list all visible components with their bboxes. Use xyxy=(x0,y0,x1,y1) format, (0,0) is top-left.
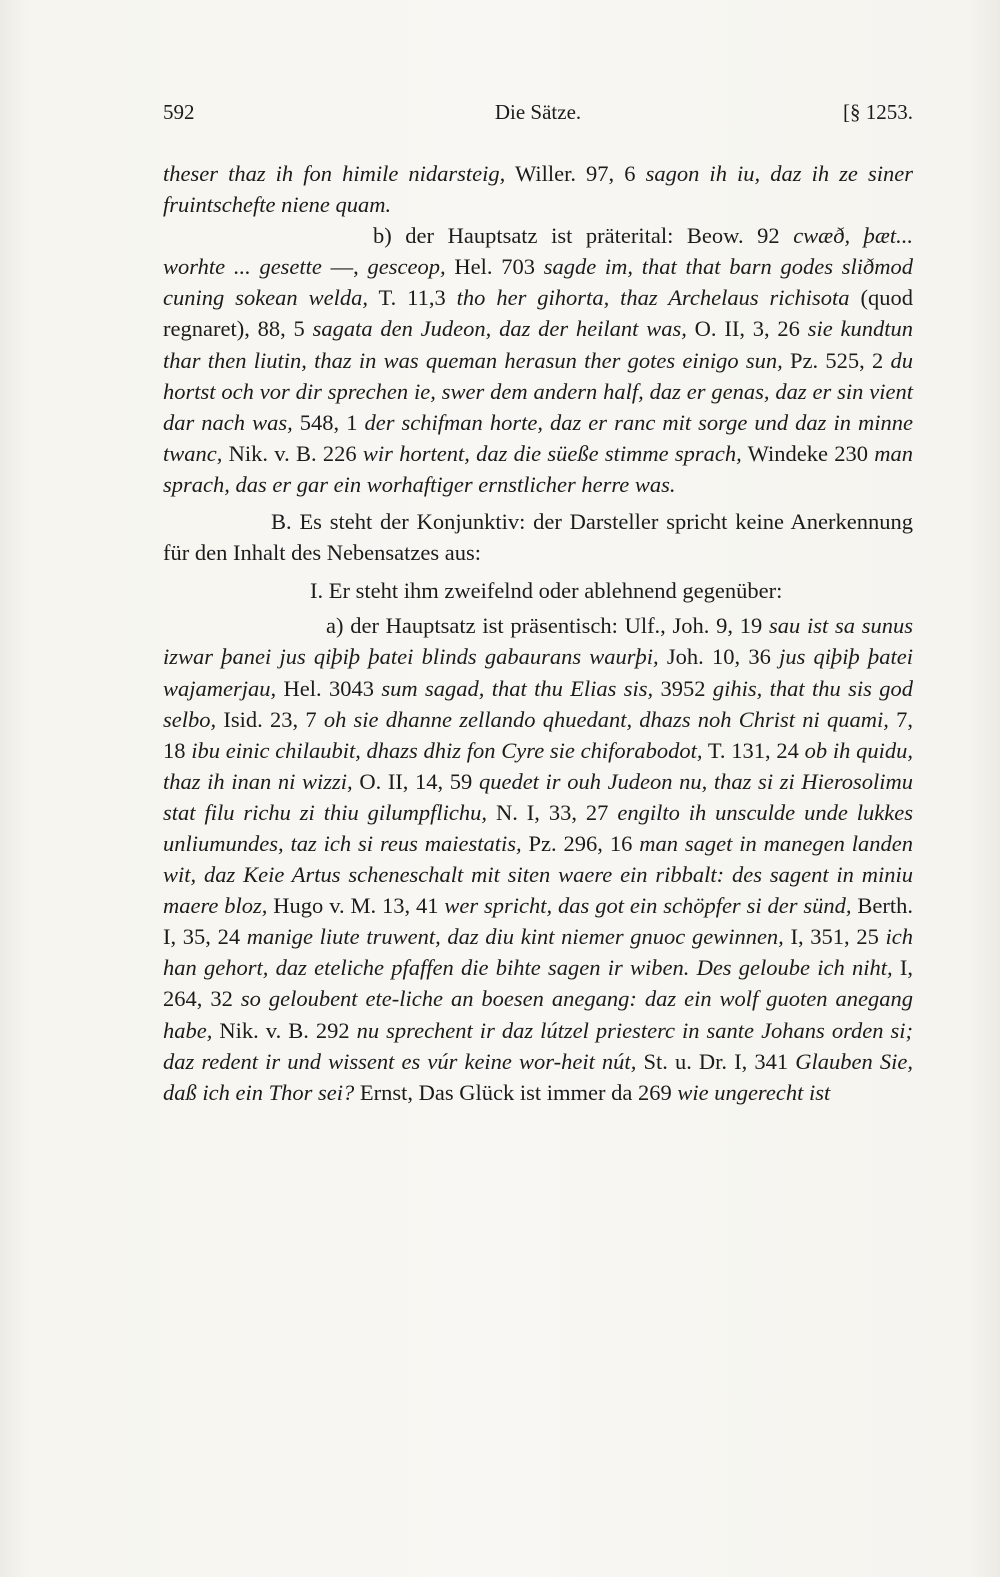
italic-text-run: sie kundtun thar then liutin, thaz in was queman herasun ther gotes einigo sun, xyxy=(163,316,913,373)
roman-text-run: (quod regnaret), 88, 5 xyxy=(163,285,913,342)
italic-text-run: jus qiþiþ þatei wajamerjau, xyxy=(163,644,913,701)
roman-text-run: Pz. 296, 16 xyxy=(521,830,640,856)
italic-text-run: gesceop, xyxy=(367,254,446,280)
roman-text-run: a) der Hauptsatz ist präsentisch: Ulf., Joh. 9, 19 xyxy=(326,613,769,639)
italic-text-run: wir hortent, daz die süeße stimme sprach, xyxy=(362,440,742,466)
roman-text-run: Joh. 10, 36 xyxy=(658,644,780,670)
paragraph-continuation xyxy=(163,158,913,220)
italic-text-run: sagon ih iu, daz ih ze siner fruintschefte niene quam. xyxy=(163,161,914,218)
roman-text-run: I. Er steht ihm zweifelnd oder ablehnend gegenüber: xyxy=(310,578,783,604)
italic-text-run: engilto ih unsculde unde lukkes unliumundes, taz ich si reus maiestatis, xyxy=(163,799,913,856)
page-number: 592 xyxy=(163,100,195,124)
running-header xyxy=(163,100,913,130)
italic-text-run: wer spricht, das got ein schöpfer si der sünd, xyxy=(444,893,852,919)
roman-text-run: Nik. v. B. 226 xyxy=(222,440,363,466)
italic-text-run: man sprach, das er gar ein worhaftiger ernstlicher herre was. xyxy=(163,440,914,497)
italic-text-run: theser thaz ih fon himile nidarsteig, xyxy=(163,161,506,186)
roman-text-run: Hel. 3043 xyxy=(276,675,382,701)
roman-text-run: 548, 1 xyxy=(292,409,365,435)
roman-text-run: O. II, 3, 26 xyxy=(686,316,808,342)
roman-text-run: N. I, 33, 27 xyxy=(487,799,618,825)
italic-text-run: oh sie dhanne zellando qhuedant, dhazs noh Christ ni quami, xyxy=(323,706,889,732)
italic-text-run: ich han gehort, daz eteliche pfaffen die bihte sagen ir wiben. Des geloube ich niht, xyxy=(163,924,913,981)
roman-text-run: Hel. 703 xyxy=(445,254,544,280)
roman-text-run: —, xyxy=(321,254,368,280)
italic-text-run: sagde im, that that barn godes sliðmod cuning sokean welda, xyxy=(163,254,913,311)
italic-text-run: ibu einic chilaubit, dhazs dhiz fon Cyre sie chiforabodot, xyxy=(191,737,703,763)
italic-text-run: sagata den Judeon, daz der heilant was, xyxy=(312,316,687,342)
section-number: [§ 1253. xyxy=(843,100,913,124)
roman-text-run: Berth. I, 35, 24 xyxy=(163,893,913,950)
roman-text-run: Windeke 230 xyxy=(741,440,875,466)
roman-text-run: 7, 18 xyxy=(163,706,914,763)
italic-text-run: wie ungerecht ist xyxy=(677,1079,831,1105)
roman-text-run: Isid. 23, 7 xyxy=(216,706,324,732)
roman-text-run: I, 351, 25 xyxy=(783,924,886,950)
italic-text-run: ob ih quidu, thaz ih inan ni wizzi, xyxy=(163,737,914,794)
roman-text-run: Willer. 97, 6 xyxy=(505,161,646,186)
roman-text-run: Nik. v. B. 292 xyxy=(212,1017,357,1043)
paragraph-b-preterital xyxy=(163,220,913,500)
roman-text-run: Ernst, Das Glück ist immer da 269 xyxy=(354,1079,678,1105)
italic-text-run: manige liute truwent, daz diu kint niemer gnuoc gewinnen, xyxy=(246,924,784,950)
roman-text-run: b) der Hauptsatz ist präterital: Beow. 92 xyxy=(373,223,794,249)
roman-text-run: St. u. Dr. I, 341 xyxy=(636,1048,796,1074)
roman-text-run: T. 11,3 xyxy=(367,285,457,311)
italic-text-run: man saget in manegen landen wit, daz Keie Artus scheneschalt mit siten waere ein ribbalt: des sagent in miniu maere bloz, xyxy=(163,830,913,919)
italic-text-run: sum sagad, that thu Elias sis, xyxy=(381,675,654,701)
italic-text-run: du hortst och vor dir sprechen ie, swer dem andern half, daz er genas, daz er sin vient dar nach was, xyxy=(163,347,913,435)
italic-text-run: tho her gihorta, thaz Archelaus richisota xyxy=(456,285,850,311)
chapter-title: Die Sätze. xyxy=(494,100,582,124)
paragraph-I-zweifelnd xyxy=(163,575,913,606)
italic-text-run: nu sprechent ir daz lútzel priesterc in sante Johans orden si; daz redent ir und wissent es vúr keine wor-heit nút, xyxy=(163,1017,913,1074)
italic-text-run: so geloubent ete-liche an boesen anegang: daz ein wolf guoten anegang habe, xyxy=(163,986,913,1043)
italic-text-run: gihis, that thu sis god selbo, xyxy=(163,675,914,732)
italic-text-run: Glauben Sie, daß ich ein Thor sei? xyxy=(163,1048,913,1105)
page-body xyxy=(163,158,913,1108)
roman-text-run: 3952 xyxy=(653,675,713,701)
italic-text-run: der schifman horte, daz er ranc mit sorge und daz in minne twanc, xyxy=(163,409,913,466)
paragraph-B-konjunktiv xyxy=(163,506,913,568)
roman-text-run: T. 131, 24 xyxy=(702,737,805,763)
italic-text-run: cwæð, þæt... worhte ... gesette xyxy=(163,223,913,280)
paragraph-a-praesentisch xyxy=(163,610,913,1108)
roman-text-run: B. Es steht der Konjunktiv: der Darsteller spricht keine Anerkennung für den Inhalt des Nebensatzes aus: xyxy=(163,509,913,566)
roman-text-run: O. II, 14, 59 xyxy=(352,768,479,794)
roman-text-run: Hugo v. M. 13, 41 xyxy=(267,893,445,919)
italic-text-run: sau ist sa sunus izwar þanei jus qiþiþ þatei blinds gabaurans waurþi, xyxy=(163,613,913,670)
roman-text-run: Pz. 525, 2 xyxy=(782,347,891,373)
italic-text-run: quedet ir ouh Judeon nu, thaz si zi Hierosolimu stat filu richu zi thiu gilumpflichu, xyxy=(163,768,913,825)
roman-text-run: I, 264, 32 xyxy=(163,955,913,1012)
